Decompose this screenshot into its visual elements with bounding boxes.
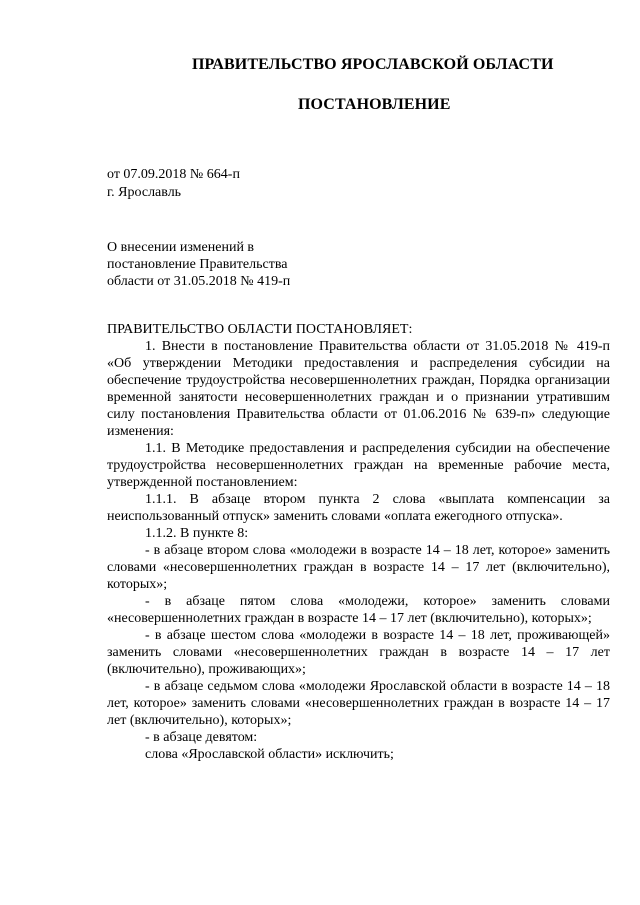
document-city: г. Ярославль: [107, 185, 182, 200]
document-body: [107, 321, 610, 763]
body-paragraph: - в абзаце шестом слова «молодежи в возрасте 14 – 18 лет, проживающей» заменить словами «несовершеннолетних граждан в возрасте 14 – 17 лет (включительно), проживающих»;: [107, 628, 610, 677]
body-paragraph: 1.1.2. В пункте 8:: [145, 526, 249, 541]
body-paragraph: 1.1.1. В абзаце втором пункта 2 слова «выплата компенсации за неиспользованный отпуск» заменить словами «оплата ежегодного отпуска».: [107, 492, 610, 524]
subject-line: постановление Правительства: [107, 257, 288, 272]
body-paragraph: - в абзаце пятом слова «молодежи, которое» заменить словами «несовершеннолетних граждан в возрасте 14 – 17 лет (включительно), которых»;: [107, 594, 610, 626]
body-paragraph: 1. Внести в постановление Правительства области от 31.05.2018 № 419-п «Об утверждении Методики предоставления и распределения субсидии на обеспечение трудоустройства несовершеннолетних граждан, Порядка организации временной занятости несовершеннолетних граждан и о признании утратившим силу постановления Правительства области от 01.06.2016 № 639-п» следующие изменения:: [107, 339, 610, 439]
document-subject: [107, 239, 290, 290]
document-date-number: от 07.09.2018 № 664-п: [107, 167, 240, 182]
subject-line: О внесении изменений в: [107, 240, 255, 255]
body-paragraph: - в абзаце седьмом слова «молодежи Ярославской области в возрасте 14 – 18 лет, которое» заменить словами «несовершеннолетних граждан в возрасте 14 – 17 лет (включительно), которых»;: [107, 679, 610, 728]
document-type: ПОСТАНОВЛЕНИЕ: [298, 96, 451, 113]
body-paragraph: - в абзаце втором слова «молодежи в возрасте 14 – 18 лет, которое» заменить словами «несовершеннолетних граждан в возрасте 14 – 17 лет (включительно), которых»;: [107, 543, 610, 592]
body-paragraph: - в абзаце девятом:: [145, 730, 258, 745]
body-paragraph: слова «Ярославской области» исключить;: [145, 747, 394, 762]
resolves-heading: ПРАВИТЕЛЬСТВО ОБЛАСТИ ПОСТАНОВЛЯЕТ:: [107, 322, 413, 337]
subject-line: области от 31.05.2018 № 419-п: [107, 274, 291, 289]
document-title: ПРАВИТЕЛЬСТВО ЯРОСЛАВСКОЙ ОБЛАСТИ: [192, 56, 554, 73]
body-paragraph: 1.1. В Методике предоставления и распределения субсидии на обеспечение трудоустройства несовершеннолетних граждан на временные рабочие места, утвержденной постановлением:: [107, 441, 610, 490]
